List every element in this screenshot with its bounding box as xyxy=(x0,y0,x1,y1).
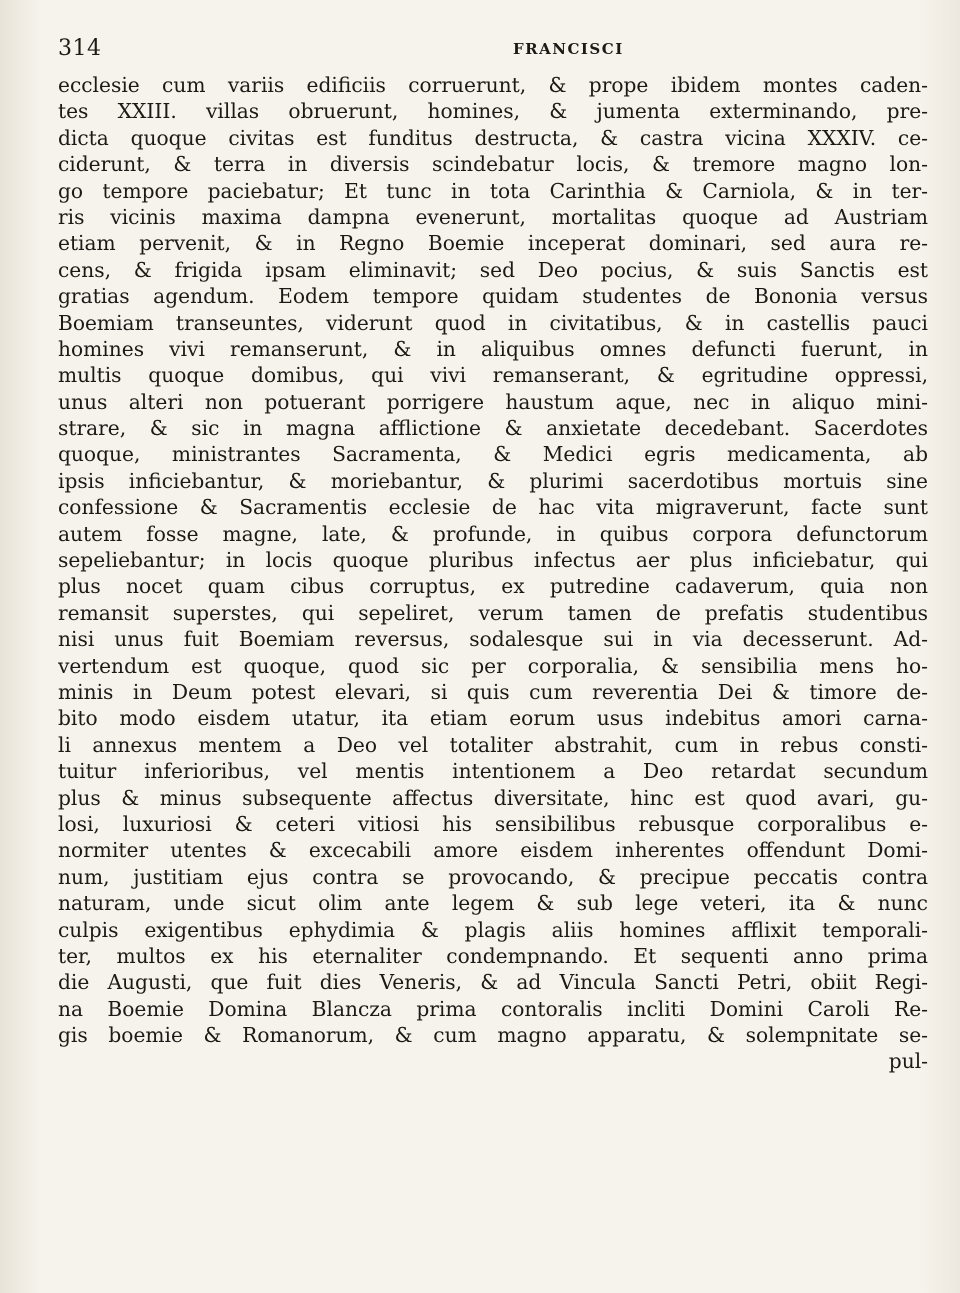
text-line: strare, & sic in magna afflictione & anxietate decedebant. Sacerdotes xyxy=(58,416,928,441)
text-line: unus alteri non potuerant porrigere haustum aque, nec in aliquo mini- xyxy=(58,389,928,414)
text-line: homines vivi remanserunt, & in aliquibus omnes defuncti fuerunt, in xyxy=(58,336,928,361)
text-line: ris vicinis maxima dampna evenerunt, mortalitas quoque ad Austriam xyxy=(58,204,928,229)
catchword: pul- xyxy=(888,1049,928,1074)
text-line: naturam, unde sicut olim ante legem & sub lege veteri, ita & nunc xyxy=(58,891,928,916)
text-line: die Augusti, que fuit dies Veneris, & ad Vincula Sancti Petri, obiit Regi- xyxy=(58,970,928,995)
text-line: tuitur inferioribus, vel mentis intentionem a Deo retardat secundum xyxy=(58,759,928,784)
text-line: na Boemie Domina Blancza prima contoralis incliti Domini Caroli Re- xyxy=(58,996,928,1021)
text-line: sepeliebantur; in locis quoque pluribus infectus aer plus inficiebatur, qui xyxy=(58,548,928,573)
text-line: quoque, ministrantes Sacramenta, & Medici egris medicamenta, ab xyxy=(58,442,928,467)
text-line: culpis exigentibus ephydimia & plagis aliis homines afflixit temporali- xyxy=(58,917,928,942)
text-line: dicta quoque civitas est funditus destructa, & castra vicina XXXIV. ce- xyxy=(58,125,928,150)
text-line: cens, & frigida ipsam eliminavit; sed Deo pocius, & suis Sanctis est xyxy=(58,257,928,282)
text-line: ciderunt, & terra in diversis scindebatur locis, & tremore magno lon- xyxy=(58,152,928,177)
text-line: autem fosse magne, late, & profunde, in quibus corpora defunctorum xyxy=(58,521,928,546)
text-line: vertendum est quoque, quod sic per corporalia, & sensibilia mens ho- xyxy=(58,653,928,678)
text-line: gratias agendum. Eodem tempore quidam studentes de Bononia versus xyxy=(58,284,928,309)
text-line: confessione & Sacramentis ecclesie de hac vita migraverunt, facte sunt xyxy=(58,495,928,520)
text-line: minis in Deum potest elevari, si quis cum reverentia Dei & timore de- xyxy=(58,679,928,704)
text-line: ecclesie cum variis edificiis corruerunt, & prope ibidem montes caden- xyxy=(58,73,928,97)
text-line: multis quoque domibus, qui vivi remanserant, & egritudine oppressi, xyxy=(58,363,928,388)
text-line: ipsis inficiebantur, & moriebantur, & plurimi sacerdotibus mortuis sine xyxy=(58,468,928,493)
text-line: losi, luxuriosi & ceteri vitiosi his sensibilibus rebusque corporalibus e- xyxy=(58,811,928,836)
running-head: FRANCISCI xyxy=(513,40,624,58)
text-line: bito modo eisdem utatur, ita etiam eorum usus indebitus amori carna- xyxy=(58,706,928,731)
text-line: remansit superstes, qui sepeliret, verum tamen de prefatis studentibus xyxy=(58,600,928,625)
page-header xyxy=(58,36,928,66)
text-line: plus & minus subsequente affectus diversitate, hinc est quod avari, gu- xyxy=(58,785,928,810)
text-line: etiam pervenit, & in Regno Boemie inceperat dominari, sed aura re- xyxy=(58,231,928,256)
body-text xyxy=(58,72,928,1075)
text-line: Boemiam transeuntes, viderunt quod in civitatibus, & in castellis pauci xyxy=(58,310,928,335)
text-line: ter, multos ex his eternaliter condempnando. Et sequenti anno prima xyxy=(58,943,928,968)
page-number: 314 xyxy=(58,36,102,61)
text-line: gis boemie & Romanorum, & cum magno apparatu, & solempnitate se- xyxy=(58,1023,928,1048)
text-line: go tempore paciebatur; Et tunc in tota Carinthia & Carniola, & in ter- xyxy=(58,178,928,203)
text-line: normiter utentes & excecabili amore eisdem inherentes offendunt Domi- xyxy=(58,838,928,863)
text-line: tes XXIII. villas obruerunt, homines, & jumenta exterminando, pre- xyxy=(58,99,928,124)
text-line: li annexus mentem a Deo vel totaliter abstrahit, cum in rebus consti- xyxy=(58,732,928,757)
text-line: nisi unus fuit Boemiam reversus, sodalesque sui in via decesserunt. Ad- xyxy=(58,627,928,652)
text-line: plus nocet quam cibus corruptus, ex putredine cadaverum, quia non xyxy=(58,574,928,599)
text-line: num, justitiam ejus contra se provocando, & precipue peccatis contra xyxy=(58,864,928,889)
